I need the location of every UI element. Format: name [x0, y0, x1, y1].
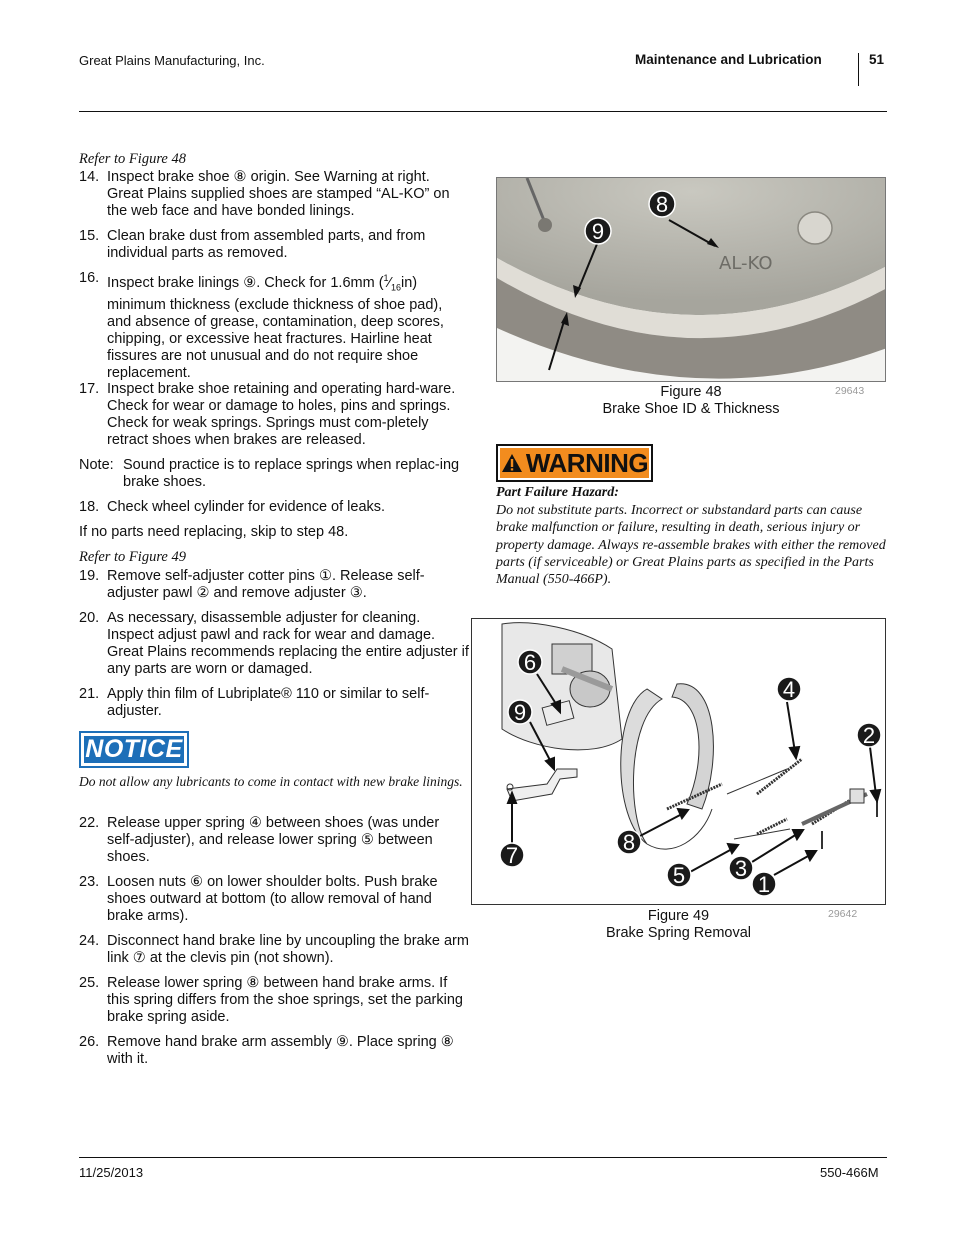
- footer-doc-number: 550-466M: [820, 1165, 879, 1180]
- callout-5-arrowhead: [728, 844, 738, 853]
- figure-48-title: Figure 48: [660, 384, 722, 400]
- notice-label-box: [79, 731, 189, 768]
- callout-8-label: 8: [622, 830, 636, 855]
- step-text: Disconnect hand brake line by uncoupling the brake arm link ⑦ at the clevis pin (not shown).: [107, 933, 469, 966]
- step-text: Loosen nuts ⑥ on lower shoulder bolts. Push brake shoes outward at bottom (to allow removal of hand brake arms).: [107, 874, 438, 924]
- page-number: 51: [869, 52, 885, 67]
- step-number: 25.: [79, 975, 100, 991]
- step-number: 24.: [79, 933, 100, 949]
- step-text-post: in) minimum thickness (exclude thickness of shoe pad), and absence of grease, contamination, deep scores, chipping, or excessive heat fractures. Hairline heat fissures are not unusual and do not require shoe replacement.: [107, 274, 444, 381]
- notice-text: Do not allow any lubricants to come in contact with new brake linings.: [79, 774, 463, 789]
- step-text: Remove self-adjuster cotter pins ①. Release self-adjuster pawl ② and remove adjuster ③.: [107, 568, 425, 601]
- step-25: [79, 975, 469, 1026]
- callout-1-arrowhead: [806, 851, 816, 860]
- callout-3-arrowhead: [793, 830, 803, 839]
- figure-49-caption: [471, 908, 886, 942]
- step-number: 26.: [79, 1034, 100, 1050]
- callout-3-leader: [752, 834, 797, 862]
- figure-48-subtitle: Brake Shoe ID & Thickness: [602, 401, 780, 417]
- callout-5-leader: [690, 849, 732, 872]
- callout-8-label: 8: [655, 192, 669, 217]
- callout-9-arrowhead: [546, 758, 554, 769]
- callout-1-leader: [774, 855, 810, 875]
- alert-triangle-icon: [501, 453, 523, 473]
- refer-figure-48: Refer to Figure 48: [79, 151, 186, 167]
- step-20: [79, 610, 469, 678]
- step-22: [79, 815, 469, 866]
- step-24: [79, 933, 469, 967]
- al-ko-stamp: AL-KO: [719, 253, 773, 274]
- figure-48-photo: [496, 177, 886, 382]
- warning-text: Do not substitute parts. Incorrect or substandard parts can cause brake malfunction or failure, resulting in death, serious injury or property damage. Always re-assemble brakes with either the removed parts (if serviceable) or Great Plains parts as specified in the Parts Manual (550-466P).: [496, 503, 886, 588]
- figure-48-image-number: 29643: [835, 385, 865, 397]
- step-21: [79, 686, 469, 720]
- hub: [552, 644, 592, 674]
- step-number: 22.: [79, 815, 100, 831]
- upper-spring-left: [757, 759, 802, 794]
- step-text-pre: Inspect brake linings ⑨. Check for 1.6mm (: [107, 274, 384, 291]
- callout-2-arrowhead: [871, 790, 880, 801]
- warning-hazard-title: Part Failure Hazard:: [496, 485, 619, 500]
- step-18: [79, 499, 469, 516]
- step-text: [107, 270, 469, 382]
- notice-label: NOTICE: [85, 735, 183, 763]
- step-number: 15.: [79, 228, 100, 244]
- warning-label-fill: [500, 448, 649, 478]
- step-text: Apply thin film of Lubriplate® 110 or similar to self-adjuster.: [107, 686, 430, 719]
- brake-shoe-b: [672, 684, 713, 809]
- fraction-numerator: 1: [383, 273, 389, 283]
- step-text: Check wheel cylinder for evidence of leaks.: [107, 499, 386, 515]
- fraction-slash: ⁄: [388, 274, 391, 291]
- callout-8-arrowhead: [678, 809, 688, 818]
- header-divider: [858, 53, 859, 86]
- rivet: [798, 212, 832, 244]
- step-16: [79, 270, 469, 382]
- figure-48-caption: [496, 384, 886, 418]
- callout-1-label: 1: [757, 872, 771, 897]
- header-rule: [79, 111, 887, 112]
- step-text: Clean brake dust from assembled parts, and from individual parts as removed.: [107, 228, 426, 261]
- callout-8-leader: [640, 814, 682, 836]
- note-text: Sound practice is to replace springs when replac-ing brake shoes.: [123, 457, 460, 490]
- figure-49-image-number: 29642: [828, 908, 858, 920]
- step-15: [79, 228, 469, 262]
- callout-3-label: 3: [734, 856, 748, 881]
- refer-figure-49: Refer to Figure 49: [79, 549, 186, 565]
- brake-shoe-a: [621, 689, 662, 844]
- fraction-denominator: 16: [390, 282, 401, 293]
- header-company: Great Plains Manufacturing, Inc.: [79, 53, 265, 68]
- callout-2-leader: [870, 747, 876, 795]
- warning-label-box: [496, 444, 653, 482]
- brake-shoe-photo: [497, 178, 886, 382]
- callout-2-label: 2: [862, 723, 876, 748]
- brake-spring-diagram: [472, 619, 886, 905]
- adjuster-pawl: [850, 789, 864, 803]
- callout-4-label: 4: [782, 677, 796, 702]
- step-19: [79, 568, 469, 602]
- warning-label: WARNING: [525, 447, 649, 478]
- step-text: Remove hand brake arm assembly ⑨. Place spring ⑧ with it.: [107, 1034, 454, 1067]
- step-number: 18.: [79, 499, 100, 515]
- hand-brake-arm: [507, 769, 577, 801]
- step-number: 21.: [79, 686, 100, 702]
- callout-4-arrowhead: [790, 747, 799, 758]
- note: [79, 457, 469, 491]
- header-section-title: Maintenance and Lubrication: [635, 52, 822, 67]
- step-number: 16.: [79, 270, 100, 286]
- step-number: 19.: [79, 568, 100, 584]
- connector-line: [727, 769, 787, 794]
- step-text: Inspect brake shoe retaining and operating hard-ware. Check for wear or damage to holes, pins and springs. Check for weak springs. Springs must com-pletely retract shoes when brakes are released.: [107, 381, 456, 448]
- callout-9-label: 9: [513, 700, 527, 725]
- note-label: Note:: [79, 457, 114, 473]
- step-23: [79, 874, 469, 925]
- step-text: Release lower spring ⑧ between hand brake arms. If this spring differs from the shoe springs, set the parking brake spring aside.: [107, 975, 463, 1025]
- skip-instruction: If no parts need replacing, skip to step 48.: [79, 524, 349, 540]
- step-14: [79, 169, 469, 220]
- pin-head: [538, 218, 552, 232]
- footer-rule: [79, 1157, 887, 1158]
- callout-9-label: 9: [591, 219, 605, 244]
- callout-4-leader: [787, 702, 795, 752]
- figure-49-subtitle: Brake Spring Removal: [605, 925, 752, 941]
- step-number: 20.: [79, 610, 100, 626]
- step-26: [79, 1034, 469, 1068]
- footer-date: 11/25/2013: [79, 1165, 144, 1180]
- figure-49-title: Figure 49: [647, 908, 710, 924]
- step-number: 14.: [79, 169, 100, 185]
- step-number: 23.: [79, 874, 100, 890]
- step-text: Release upper spring ④ between shoes (was under self-adjuster), and release lower spring ⑤ between shoes.: [107, 815, 440, 865]
- callout-5-label: 5: [672, 863, 686, 888]
- callout-7-label: 7: [505, 843, 519, 868]
- figure-49-diagram: [471, 618, 886, 905]
- step-text: Inspect brake shoe ⑧ origin. See Warning at right. Great Plains supplied shoes are stamped “AL-KO” on the web face and have bonded linings.: [107, 169, 450, 219]
- step-number: 17.: [79, 381, 100, 397]
- step-text: As necessary, disassemble adjuster for cleaning. Inspect adjust pawl and rack for wear and damage. Great Plains recommends replacing the entire adjuster if any parts are worn or damaged.: [107, 610, 469, 677]
- callout-6-label: 6: [523, 650, 537, 675]
- step-17: [79, 381, 469, 449]
